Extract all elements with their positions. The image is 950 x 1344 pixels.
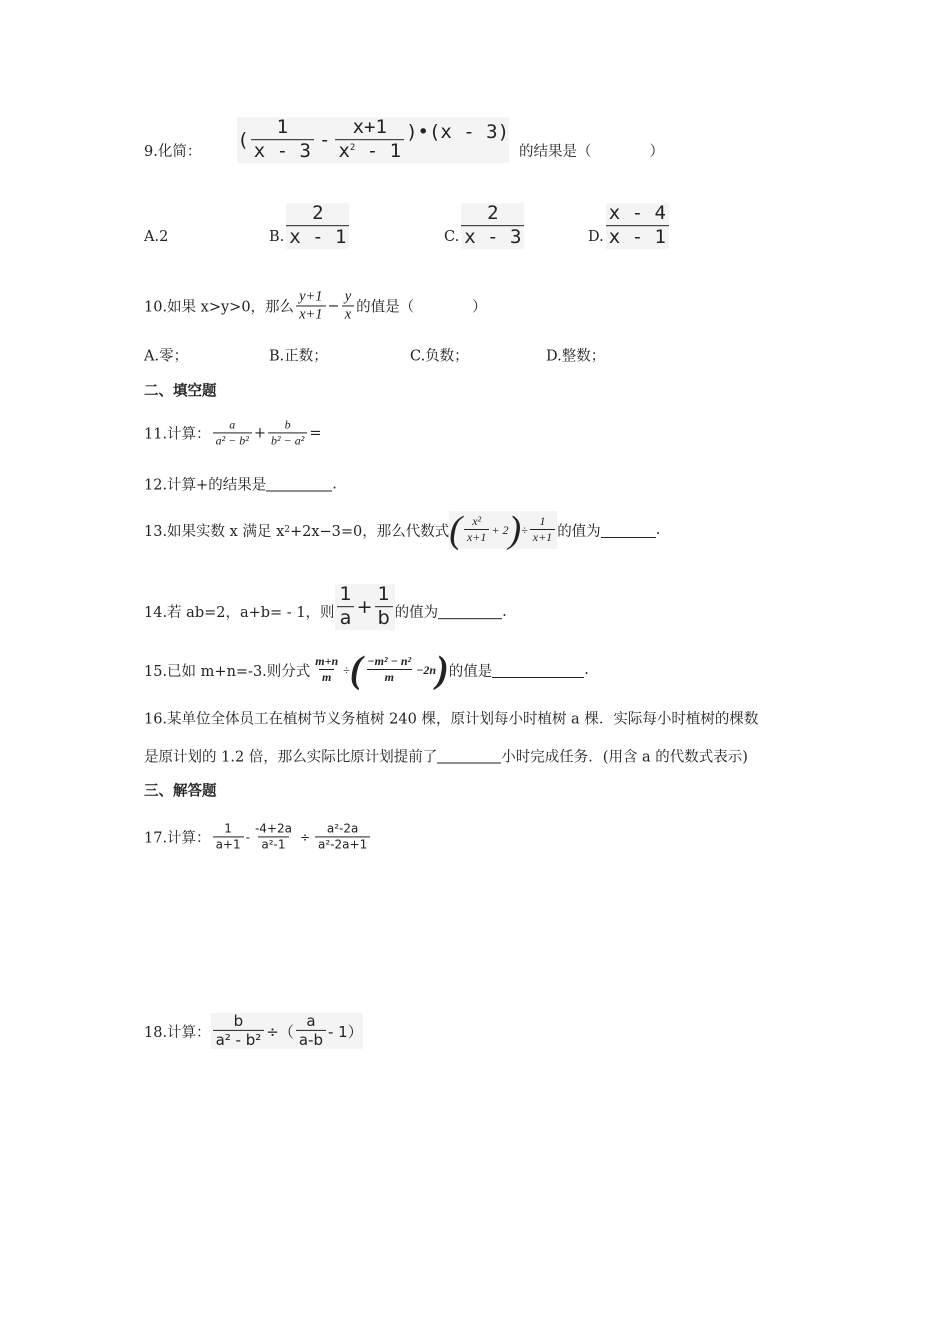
exponent: 2 bbox=[284, 525, 290, 535]
q13-mid: +2x−3=0，那么代数式 bbox=[289, 523, 450, 540]
question-18 bbox=[144, 1013, 363, 1049]
option-key: D. bbox=[588, 228, 604, 245]
operator: + 2 bbox=[491, 522, 509, 537]
fraction bbox=[296, 288, 325, 323]
q17-expression bbox=[211, 822, 373, 851]
operator: ÷ bbox=[521, 522, 528, 537]
q14-suffix: 的值为 bbox=[394, 605, 439, 622]
denominator: x bbox=[342, 305, 354, 323]
fraction bbox=[252, 822, 295, 851]
q15-expression bbox=[310, 651, 448, 689]
question-11 bbox=[144, 418, 321, 447]
fraction bbox=[335, 117, 404, 163]
section-heading-fill-blank: 二、填空题 bbox=[144, 383, 217, 400]
denominator: a²-2a+1 bbox=[315, 836, 370, 851]
q15-suffix: 的值是 bbox=[448, 663, 493, 680]
q14-expression bbox=[335, 584, 395, 630]
numerator: 2 bbox=[312, 202, 324, 225]
option-key: A. bbox=[144, 229, 160, 245]
q9-option-b bbox=[269, 203, 351, 249]
period: . bbox=[502, 603, 507, 620]
q13-expression bbox=[449, 511, 557, 549]
option-text: 2 bbox=[159, 229, 169, 245]
numerator: 1 bbox=[339, 583, 352, 606]
q12-text: 12.计算+的结果是 bbox=[144, 477, 267, 494]
option-key: C. bbox=[444, 228, 460, 245]
q15-label: 15.已如 m+n=-3.则分式 bbox=[144, 663, 311, 680]
numerator: -4+2a bbox=[254, 821, 292, 836]
paren: ( bbox=[237, 128, 249, 151]
answer-blank[interactable] bbox=[437, 749, 501, 764]
answer-blank[interactable] bbox=[492, 663, 584, 678]
period: . bbox=[332, 476, 337, 492]
denominator: a² − b² bbox=[213, 432, 252, 447]
numerator: a bbox=[306, 1011, 316, 1030]
question-9 bbox=[144, 117, 664, 163]
numerator: 1 bbox=[377, 583, 390, 606]
fraction bbox=[296, 1013, 326, 1049]
denominator: x - 1 bbox=[286, 225, 349, 249]
tail: )•(x - 3) bbox=[406, 121, 510, 144]
q9-suffix: 的结果是（ ） bbox=[519, 144, 665, 161]
tail: - 1） bbox=[327, 1022, 363, 1041]
fraction bbox=[213, 1013, 265, 1049]
answer-blank[interactable] bbox=[266, 477, 332, 492]
q9-option-d bbox=[588, 203, 671, 249]
numerator: 1 bbox=[539, 514, 546, 529]
q10-suffix: 的值是（ ） bbox=[356, 299, 487, 316]
denominator: x+1 bbox=[296, 305, 325, 323]
rest: - 1 bbox=[355, 140, 402, 163]
q10-option-b: B.正数； bbox=[269, 348, 328, 365]
q10-option-a: A.零； bbox=[144, 348, 189, 365]
q9-label: 9.化简： bbox=[144, 144, 202, 161]
question-13 bbox=[144, 511, 660, 549]
fraction bbox=[530, 515, 555, 544]
denominator: a² - b² bbox=[213, 1030, 265, 1049]
q18-label: 18.计算： bbox=[144, 1024, 211, 1041]
period: . bbox=[655, 522, 661, 538]
numerator: x² bbox=[472, 514, 482, 529]
base: x bbox=[338, 140, 350, 163]
section-heading-solve: 三、解答题 bbox=[144, 783, 217, 800]
numerator: y+1 bbox=[299, 288, 323, 305]
question-15 bbox=[144, 651, 589, 689]
numerator: b bbox=[233, 1011, 244, 1030]
q16-text: 小时完成任务．(用含 a 的代数式表示) bbox=[501, 749, 748, 766]
answer-blank[interactable] bbox=[438, 604, 502, 619]
denominator: a+1 bbox=[213, 836, 244, 851]
operator: − bbox=[327, 298, 340, 314]
q10-label: 10.如果 x>y>0，那么 bbox=[144, 299, 295, 316]
question-16-line-2 bbox=[144, 746, 748, 767]
denominator: a-b bbox=[296, 1030, 326, 1049]
denominator: a bbox=[337, 606, 355, 630]
q9-expression bbox=[237, 117, 509, 163]
fraction bbox=[375, 584, 393, 630]
fraction bbox=[606, 203, 669, 249]
q16-text: 是原计划的 1.2 倍，那么实际比原计划提前了 bbox=[144, 749, 438, 766]
denominator: a²-1 bbox=[258, 836, 288, 851]
q17-label: 17.计算： bbox=[144, 830, 211, 847]
paren: ( bbox=[449, 509, 462, 551]
numerator: 1 bbox=[276, 116, 289, 139]
denominator: b² − a² bbox=[268, 432, 307, 447]
numerator: −m² − n² bbox=[367, 654, 412, 669]
numerator: 2 bbox=[487, 202, 499, 225]
denominator: x - 3 bbox=[461, 225, 524, 249]
q9-option-c bbox=[444, 203, 526, 249]
fraction bbox=[251, 117, 314, 163]
denominator: b bbox=[375, 606, 393, 630]
fraction bbox=[268, 418, 307, 447]
denominator: m bbox=[367, 669, 412, 684]
question-14 bbox=[144, 584, 507, 630]
operator: + bbox=[356, 595, 373, 618]
numerator: 1 bbox=[224, 821, 232, 836]
fraction bbox=[312, 655, 341, 684]
fraction bbox=[315, 822, 370, 851]
question-17 bbox=[144, 822, 372, 851]
fraction bbox=[364, 655, 414, 684]
operator: - bbox=[245, 830, 250, 844]
question-10 bbox=[144, 288, 487, 323]
fraction bbox=[286, 203, 349, 249]
q14-label: 14.若 ab=2，a+b= - 1，则 bbox=[144, 605, 335, 622]
operator: + bbox=[253, 425, 267, 441]
paren: ) bbox=[508, 509, 522, 551]
fraction bbox=[213, 418, 252, 447]
paren: ( bbox=[349, 649, 363, 691]
denominator bbox=[335, 139, 404, 163]
fraction bbox=[213, 822, 244, 851]
fraction bbox=[342, 288, 354, 323]
denominator: x+1 bbox=[464, 529, 489, 544]
q13-label: 13.如果实数 x 满足 x bbox=[144, 523, 285, 540]
operator: −2n bbox=[416, 662, 437, 677]
paren: ) bbox=[436, 649, 449, 691]
numerator: a²-2a bbox=[326, 821, 359, 836]
answer-blank[interactable] bbox=[601, 523, 656, 538]
q18-expression bbox=[211, 1013, 363, 1049]
denominator: x - 3 bbox=[251, 139, 314, 163]
numerator: a bbox=[229, 417, 236, 432]
numerator: m+n bbox=[315, 654, 339, 669]
exponent: 2 bbox=[349, 142, 356, 153]
numerator: y bbox=[344, 288, 352, 305]
operator: ÷ bbox=[299, 830, 311, 844]
denominator: x+1 bbox=[530, 529, 555, 544]
question-12 bbox=[144, 474, 337, 495]
fraction bbox=[461, 203, 524, 249]
operator: ÷ bbox=[343, 662, 350, 677]
period: . bbox=[584, 662, 589, 678]
operator: = bbox=[309, 425, 322, 441]
denominator: x - 1 bbox=[606, 225, 669, 249]
question-16-line-1: 16.某单位全体员工在植树节义务植树 240 棵，原计划每小时植树 a 棵．实际每小时植树的棵数 bbox=[144, 711, 759, 728]
fraction bbox=[337, 584, 355, 630]
operator: ÷（ bbox=[266, 1022, 294, 1041]
q13-suffix: 的值为 bbox=[557, 523, 601, 540]
q11-label: 11.计算： bbox=[144, 426, 211, 443]
numerator: x+1 bbox=[352, 116, 387, 139]
q9-option-a bbox=[144, 229, 168, 245]
operator: - bbox=[319, 128, 331, 151]
numerator: b bbox=[284, 417, 291, 432]
q10-option-c: C.负数； bbox=[410, 348, 469, 365]
numerator: x - 4 bbox=[608, 202, 666, 225]
q10-option-d: D.整数； bbox=[546, 348, 606, 365]
fraction bbox=[464, 515, 489, 544]
denominator: m bbox=[319, 669, 334, 684]
option-key: B. bbox=[269, 228, 285, 245]
